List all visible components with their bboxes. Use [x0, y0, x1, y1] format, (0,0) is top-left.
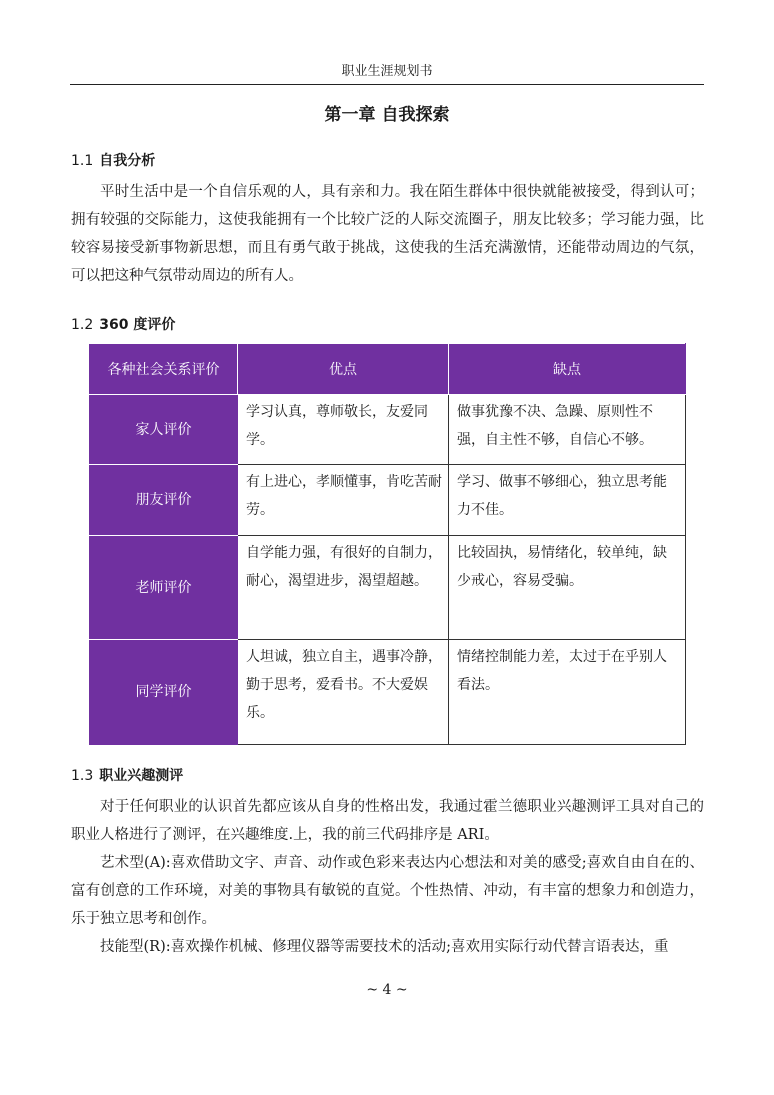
table-row — [90, 640, 686, 745]
section-heading-self-analysis — [71, 150, 155, 170]
section-title: 360 度评价 — [99, 317, 176, 333]
table-row — [90, 395, 686, 465]
artistic-type-paragraph: 艺术型(A):喜欢借助文字、声音、动作或色彩来表达内心想法和对美的感受;喜欢自由自在的、富有创意的工作环境，对美的事物具有敏锐的直觉。个性热情、冲动，有丰富的想象力和创造力，乐于独立思考和创作。 — [71, 855, 704, 927]
cell-cons: 做事犹豫不决、急躁、原则性不强，自主性不够，自信心不够。 — [449, 395, 686, 465]
table-row — [90, 536, 686, 640]
page-number: ~ 4 ~ — [366, 982, 408, 998]
chapter-title: 第一章 自我探索 — [324, 105, 450, 125]
cell-cons: 情绪控制能力差，太过于在乎别人看法。 — [449, 640, 686, 745]
section-heading-interest-test — [71, 765, 183, 785]
header-divider — [70, 84, 704, 85]
realistic-type-paragraph: 技能型(R):喜欢操作机械、修理仪器等需要技术的活动;喜欢用实际行动代替言语表达，重 — [100, 939, 669, 955]
cell-pros: 人坦诚，独立自主，遇事冷静，勤于思考，爱看书。不大爱娱乐。 — [238, 640, 449, 745]
row-label-teachers: 老师评价 — [90, 536, 238, 640]
section-number: 1.2 — [71, 317, 94, 333]
table-header-row — [90, 344, 686, 395]
cell-cons: 比较固执，易情绪化，较单纯，缺少戒心，容易受骗。 — [449, 536, 686, 640]
section-title: 自我分析 — [99, 153, 156, 169]
cell-pros: 学习认真，尊师敬长，友爱同学。 — [238, 395, 449, 465]
row-label-family: 家人评价 — [90, 395, 238, 465]
cell-pros: 有上进心，孝顺懂事，肯吃苦耐劳。 — [238, 465, 449, 536]
running-header: 职业生涯规划书 — [341, 64, 433, 79]
evaluation-table — [89, 343, 686, 745]
section-number: 1.1 — [71, 153, 94, 169]
interest-test-intro-paragraph: 对于任何职业的认识首先都应该从自身的性格出发，我通过霍兰德职业兴趣测评工具对自己的职业人格进行了测评，在兴趣维度.上，我的前三代码排序是 ARI。 — [71, 799, 704, 843]
cell-pros: 自学能力强，有很好的自制力，耐心，渴望进步，渴望超越。 — [238, 536, 449, 640]
section-title: 职业兴趣测评 — [99, 768, 184, 784]
cell-cons: 学习、做事不够细心，独立思考能力不佳。 — [449, 465, 686, 536]
table-header-relation: 各种社会关系评价 — [90, 344, 238, 395]
row-label-friends: 朋友评价 — [90, 465, 238, 536]
table-row — [90, 465, 686, 536]
table-header-cons: 缺点 — [449, 344, 686, 395]
self-analysis-paragraph: 平时生活中是一个自信乐观的人，具有亲和力。我在陌生群体中很快就能被接受，得到认可；拥有较强的交际能力，这使我能拥有一个比较广泛的人际交流圈子，朋友比较多；学习能力强，比较容易接受新事物新思想，而且有勇气敢于挑战，这使我的生活充满激情，还能带动周边的气氛，可以把这种气氛带动周边的所有人。 — [71, 184, 704, 284]
row-label-classmates: 同学评价 — [90, 640, 238, 745]
section-number: 1.3 — [71, 768, 94, 784]
table-header-pros: 优点 — [238, 344, 449, 395]
section-heading-360-evaluation — [71, 314, 175, 334]
